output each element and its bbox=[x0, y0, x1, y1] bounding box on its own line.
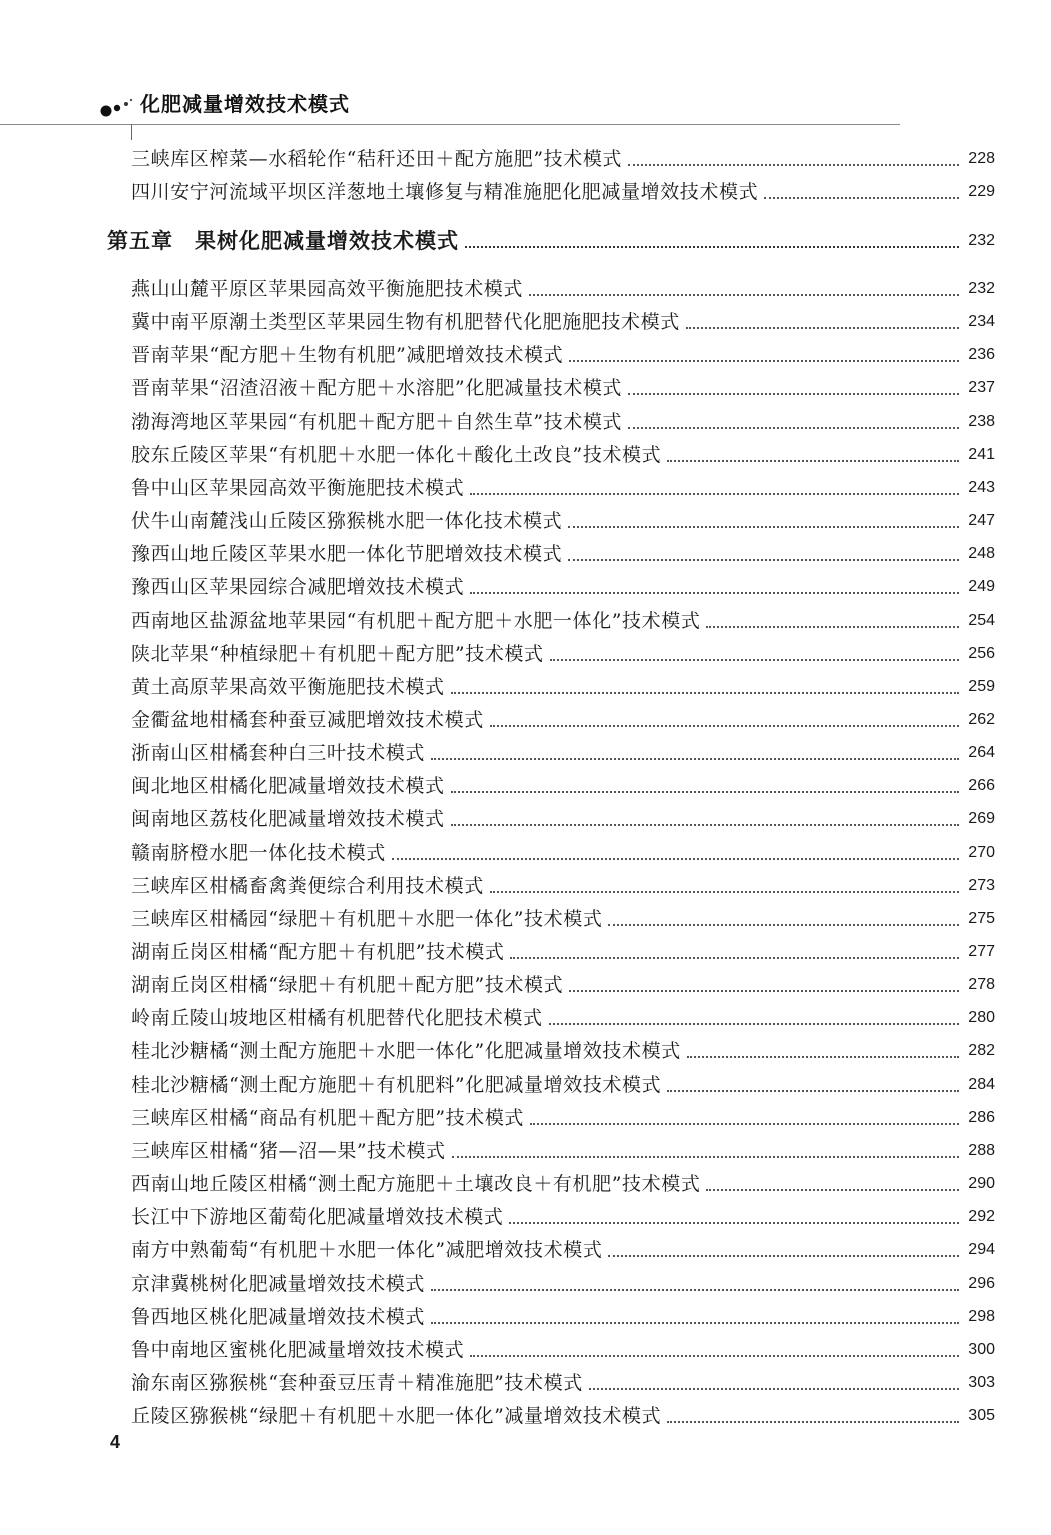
toc-entry-title: 三峡库区柑橘园“绿肥＋有机肥＋水肥一体化”技术模式 bbox=[131, 908, 603, 930]
toc-entry-title: 京津冀桃树化肥减量增效技术模式 bbox=[131, 1273, 426, 1295]
toc-entry bbox=[131, 972, 995, 998]
toc-entry-page-number: 300 bbox=[968, 1341, 995, 1358]
toc-entry bbox=[131, 475, 995, 501]
toc-entry-title: 鲁西地区桃化肥减量增效技术模式 bbox=[131, 1306, 426, 1328]
toc-entry-title: 南方中熟葡萄“有机肥＋水肥一体化”减肥增效技术模式 bbox=[131, 1239, 603, 1261]
dot-leader bbox=[451, 791, 959, 793]
toc-entry bbox=[131, 146, 995, 172]
toc-entry-title: 晋南苹果“配方肥＋生物有机肥”减肥增效技术模式 bbox=[131, 344, 564, 366]
dot-leader bbox=[470, 493, 959, 495]
toc-entry-title: 四川安宁河流域平坝区洋葱地土壤修复与精准施肥化肥减量增效技术模式 bbox=[131, 181, 759, 203]
toc-entry-page-number: 236 bbox=[968, 346, 995, 363]
dot-leader bbox=[667, 1421, 959, 1423]
dot-leader bbox=[764, 197, 959, 199]
toc-entry-title: 黄土高原苹果高效平衡施肥技术模式 bbox=[131, 676, 445, 698]
toc-entry-title: 陕北苹果“种植绿肥＋有机肥＋配方肥”技术模式 bbox=[131, 643, 544, 665]
toc-entry bbox=[131, 806, 995, 832]
toc-entry-page-number: 256 bbox=[968, 645, 995, 662]
toc-entry-page-number: 254 bbox=[968, 612, 995, 629]
toc-entry bbox=[131, 1370, 995, 1396]
toc-entry bbox=[131, 1072, 995, 1098]
toc-entry-title: 金衢盆地柑橘套种蚕豆减肥增效技术模式 bbox=[131, 709, 484, 731]
toc-entry-title: 桂北沙糖橘“测土配方施肥＋有机肥料”化肥减量增效技术模式 bbox=[131, 1074, 662, 1096]
chapter-heading bbox=[107, 226, 995, 256]
toc-entry bbox=[131, 541, 995, 567]
toc-entry-title: 豫西山区苹果园综合减肥增效技术模式 bbox=[131, 576, 465, 598]
toc-entry bbox=[131, 707, 995, 733]
toc-entry-title: 西南地区盐源盆地苹果园“有机肥＋配方肥＋水肥一体化”技术模式 bbox=[131, 610, 701, 632]
toc-entry bbox=[131, 1403, 995, 1429]
toc-entry-title: 晋南苹果“沼渣沼液＋配方肥＋水溶肥”化肥减量技术模式 bbox=[131, 377, 623, 399]
toc-entry-page-number: 278 bbox=[968, 976, 995, 993]
dot-leader bbox=[628, 393, 959, 395]
toc-entry-page-number: 277 bbox=[968, 943, 995, 960]
toc-entry bbox=[131, 508, 995, 534]
toc-entry bbox=[131, 1005, 995, 1031]
toc-entry-title: 冀中南平原潮土类型区苹果园生物有机肥替代化肥施肥技术模式 bbox=[131, 311, 680, 333]
dot-leader bbox=[569, 990, 959, 992]
page-number: 4 bbox=[110, 1432, 121, 1452]
toc-entry bbox=[131, 1204, 995, 1230]
toc-entry bbox=[131, 1171, 995, 1197]
toc-entry-page-number: 232 bbox=[968, 280, 995, 297]
toc-entry-title: 闽北地区柑橘化肥减量增效技术模式 bbox=[131, 775, 445, 797]
chapter-heading-page-number: 232 bbox=[968, 232, 995, 249]
header-rule bbox=[0, 124, 900, 125]
toc-entry-title: 三峡库区柑橘畜禽粪便综合利用技术模式 bbox=[131, 875, 484, 897]
toc-entry bbox=[131, 342, 995, 368]
toc-entry bbox=[131, 674, 995, 700]
toc-entry-page-number: 249 bbox=[968, 578, 995, 595]
toc-entry-page-number: 234 bbox=[968, 313, 995, 330]
toc-entry-page-number: 241 bbox=[968, 446, 995, 463]
toc-entry-title: 岭南丘陵山坡地区柑橘有机肥替代化肥技术模式 bbox=[131, 1007, 543, 1029]
toc-entry bbox=[131, 740, 995, 766]
dots-ornament-icon bbox=[100, 92, 136, 118]
toc-entry bbox=[131, 409, 995, 435]
dot-leader bbox=[451, 692, 959, 694]
toc-entry bbox=[131, 1038, 995, 1064]
toc-entry bbox=[131, 906, 995, 932]
toc-entry-title: 湖南丘岗区柑橘“绿肥＋有机肥＋配方肥”技术模式 bbox=[131, 974, 564, 996]
dot-leader bbox=[490, 891, 959, 893]
toc-entry bbox=[131, 1337, 995, 1363]
toc-entry-title: 闽南地区荔枝化肥减量增效技术模式 bbox=[131, 808, 445, 830]
toc-entry-page-number: 305 bbox=[968, 1407, 995, 1424]
dot-leader bbox=[568, 559, 959, 561]
dot-leader bbox=[529, 294, 959, 296]
toc-entry-page-number: 264 bbox=[968, 744, 995, 761]
running-header-title: 化肥减量增效技术模式 bbox=[140, 92, 350, 116]
dot-leader bbox=[470, 592, 959, 594]
dot-leader bbox=[509, 1222, 959, 1224]
toc-entry-page-number: 288 bbox=[968, 1142, 995, 1159]
toc-entry-title: 三峡库区榨菜—水稻轮作“秸秆还田＋配方施肥”技术模式 bbox=[131, 148, 623, 170]
toc-entry bbox=[131, 1237, 995, 1263]
dot-leader bbox=[530, 1123, 959, 1125]
toc-entry-title: 长江中下游地区葡萄化肥减量增效技术模式 bbox=[131, 1206, 504, 1228]
toc-entry-title: 燕山山麓平原区苹果园高效平衡施肥技术模式 bbox=[131, 278, 524, 300]
dot-leader bbox=[608, 1255, 959, 1257]
dot-leader bbox=[451, 824, 959, 826]
toc-entry-page-number: 273 bbox=[968, 877, 995, 894]
toc-entry-title: 桂北沙糖橘“测土配方施肥＋水肥一体化”化肥减量增效技术模式 bbox=[131, 1040, 681, 1062]
running-header bbox=[100, 86, 1000, 122]
toc-entry-page-number: 262 bbox=[968, 711, 995, 728]
toc-entry-page-number: 298 bbox=[968, 1308, 995, 1325]
toc-entry-page-number: 270 bbox=[968, 844, 995, 861]
toc-entry-page-number: 229 bbox=[968, 183, 995, 200]
toc-entry-title: 三峡库区柑橘“商品有机肥＋配方肥”技术模式 bbox=[131, 1107, 525, 1129]
toc-entry-page-number: 303 bbox=[968, 1374, 995, 1391]
toc-entry-title: 赣南脐橙水肥一体化技术模式 bbox=[131, 842, 386, 864]
toc-entry bbox=[131, 840, 995, 866]
toc-entry bbox=[131, 179, 995, 205]
toc-entry bbox=[131, 773, 995, 799]
dot-leader bbox=[686, 327, 959, 329]
toc-entry-title: 丘陵区猕猴桃“绿肥＋有机肥＋水肥一体化”减量增效技术模式 bbox=[131, 1405, 662, 1427]
toc-entry bbox=[131, 1271, 995, 1297]
toc-entry-page-number: 294 bbox=[968, 1241, 995, 1258]
toc-entry-page-number: 290 bbox=[968, 1175, 995, 1192]
toc-entry-page-number: 228 bbox=[968, 150, 995, 167]
dot-leader bbox=[470, 1355, 959, 1357]
toc-entry-title: 湖南丘岗区柑橘“配方肥＋有机肥”技术模式 bbox=[131, 941, 505, 963]
toc-entry bbox=[131, 608, 995, 634]
dot-leader bbox=[549, 1023, 959, 1025]
toc-entry-page-number: 247 bbox=[968, 512, 995, 529]
dot-leader bbox=[392, 858, 959, 860]
dot-leader bbox=[431, 1322, 959, 1324]
dot-leader bbox=[667, 460, 959, 462]
toc-entry-page-number: 282 bbox=[968, 1042, 995, 1059]
toc-entry-page-number: 266 bbox=[968, 777, 995, 794]
toc-entry-page-number: 280 bbox=[968, 1009, 995, 1026]
header-vertical-rule bbox=[131, 124, 132, 140]
dot-leader bbox=[608, 924, 959, 926]
dot-leader bbox=[667, 1090, 959, 1092]
dot-leader bbox=[687, 1056, 959, 1058]
toc-entry-title: 伏牛山南麓浅山丘陵区猕猴桃水肥一体化技术模式 bbox=[131, 510, 563, 532]
dot-leader bbox=[568, 526, 959, 528]
toc-entry-page-number: 238 bbox=[968, 413, 995, 430]
toc-entry bbox=[131, 276, 995, 302]
toc-entry-title: 胶东丘陵区苹果“有机肥＋水肥一体化＋酸化土改良”技术模式 bbox=[131, 444, 662, 466]
dot-leader bbox=[628, 427, 959, 429]
dot-leader bbox=[569, 360, 959, 362]
dot-leader bbox=[510, 957, 959, 959]
toc-entry bbox=[131, 1304, 995, 1330]
toc-entry-page-number: 259 bbox=[968, 678, 995, 695]
dot-leader bbox=[452, 1156, 959, 1158]
toc-entry bbox=[131, 939, 995, 965]
toc-entry-page-number: 269 bbox=[968, 810, 995, 827]
toc-entry bbox=[131, 309, 995, 335]
toc-entry-page-number: 237 bbox=[968, 379, 995, 396]
toc-entry-page-number: 286 bbox=[968, 1109, 995, 1126]
dot-leader bbox=[628, 164, 959, 166]
toc-entry-title: 鲁中山区苹果园高效平衡施肥技术模式 bbox=[131, 477, 465, 499]
dot-leader bbox=[465, 246, 959, 248]
toc-entry-title: 鲁中南地区蜜桃化肥减量增效技术模式 bbox=[131, 1339, 465, 1361]
toc-entry-page-number: 275 bbox=[968, 910, 995, 927]
dot-leader bbox=[490, 725, 959, 727]
dot-leader bbox=[431, 758, 959, 760]
toc-entry-page-number: 243 bbox=[968, 479, 995, 496]
toc-entry-title: 渤海湾地区苹果园“有机肥＋配方肥＋自然生草”技术模式 bbox=[131, 411, 623, 433]
toc-entry-title: 浙南山区柑橘套种白三叶技术模式 bbox=[131, 742, 426, 764]
dot-leader bbox=[550, 659, 959, 661]
toc-entry-page-number: 248 bbox=[968, 545, 995, 562]
dot-leader bbox=[431, 1289, 959, 1291]
toc-entry bbox=[131, 1105, 995, 1131]
toc-entry-title: 三峡库区柑橘“猪—沼—果”技术模式 bbox=[131, 1140, 446, 1162]
toc-entry-title: 豫西山地丘陵区苹果水肥一体化节肥增效技术模式 bbox=[131, 543, 563, 565]
toc-entry-page-number: 284 bbox=[968, 1076, 995, 1093]
toc-entry bbox=[131, 641, 995, 667]
toc-entry-page-number: 296 bbox=[968, 1275, 995, 1292]
toc-entry-page-number: 292 bbox=[968, 1208, 995, 1225]
toc-entry bbox=[131, 574, 995, 600]
dot-leader bbox=[706, 626, 959, 628]
toc-entry-title: 渝东南区猕猴桃“套种蚕豆压青＋精准施肥”技术模式 bbox=[131, 1372, 583, 1394]
chapter-heading-title: 第五章 果树化肥减量增效技术模式 bbox=[107, 229, 459, 253]
toc-entry bbox=[131, 1138, 995, 1164]
toc-entry bbox=[131, 442, 995, 468]
toc-entry bbox=[131, 375, 995, 401]
toc-entry bbox=[131, 873, 995, 899]
dot-leader bbox=[706, 1189, 959, 1191]
toc-entry-title: 西南山地丘陵区柑橘“测土配方施肥＋土壤改良＋有机肥”技术模式 bbox=[131, 1173, 701, 1195]
dot-leader bbox=[589, 1388, 959, 1390]
